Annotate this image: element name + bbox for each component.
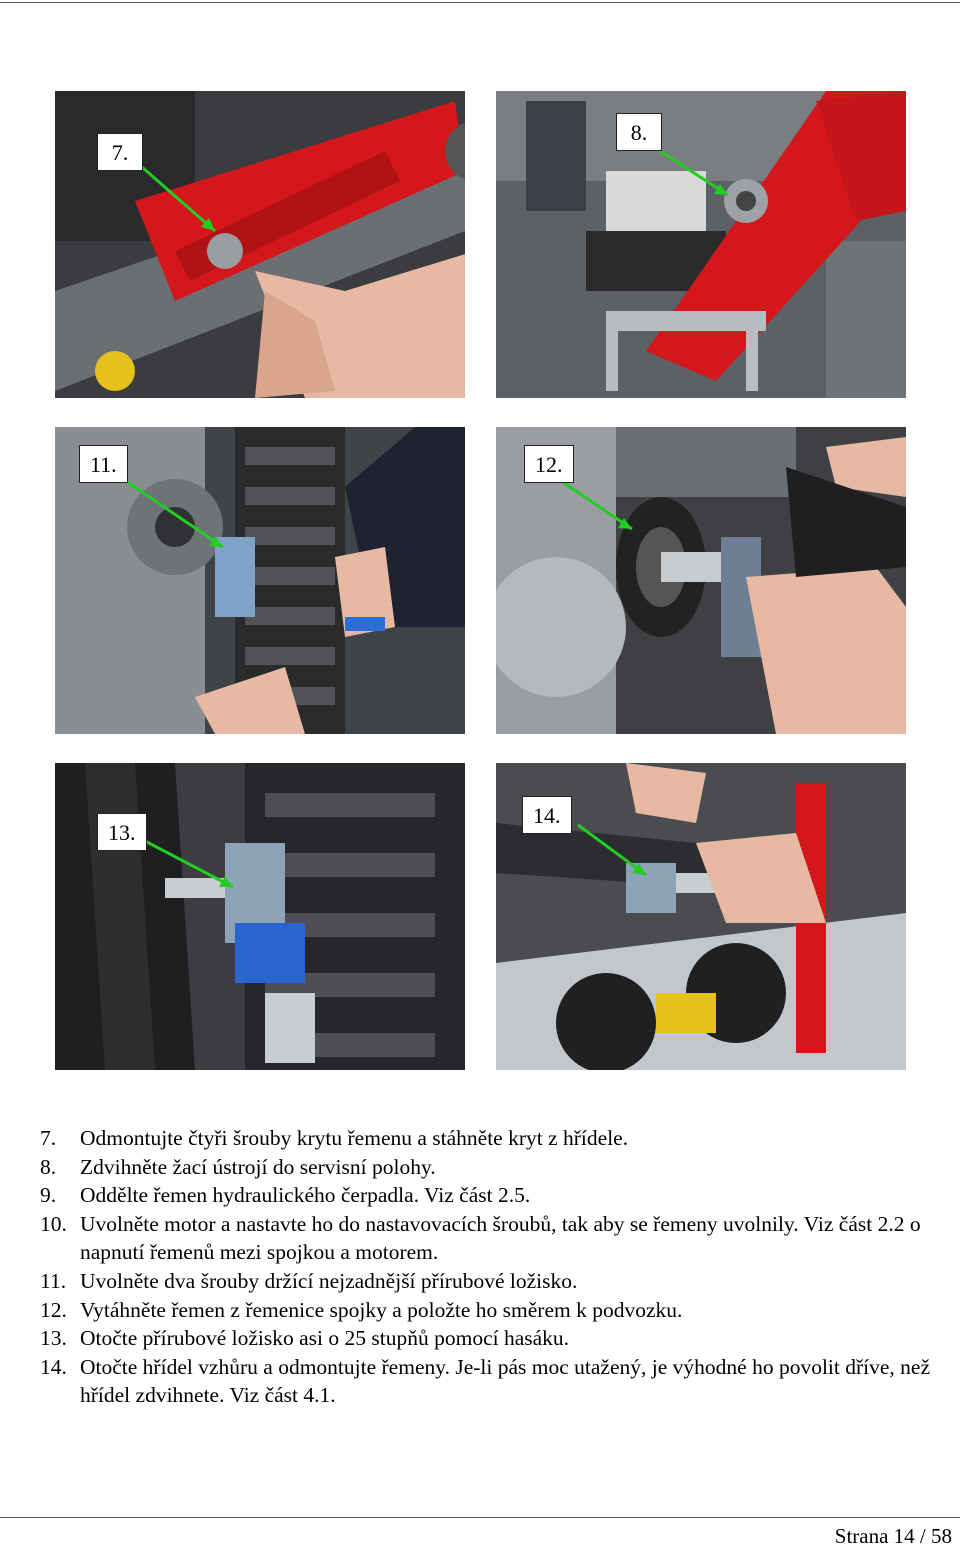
photo-step-8	[496, 91, 906, 398]
photo-step-7	[55, 91, 465, 398]
step-number: 8.	[40, 1154, 57, 1179]
step-item	[40, 1210, 955, 1267]
step-number: 7.	[40, 1126, 57, 1150]
step-item	[40, 1296, 955, 1325]
photo-label: 14.	[522, 796, 572, 834]
photo-step-8-illustration	[496, 91, 906, 398]
step-number: 9.	[40, 1183, 57, 1208]
photo-step-13-illustration	[55, 763, 465, 1070]
step-text: Otočte hřídel vzhůru a odmontujte řemeny. Je-li pás moc utažený, je výhodné ho povolit dříve, než hřídel zdvihnete. Viz část 4.1.	[80, 1354, 930, 1408]
instruction-steps	[40, 1124, 955, 1410]
page-number: Strana 14 / 58	[834, 1524, 952, 1548]
step-text: Oddělte řemen hydraulického čerpadla. Viz část 2.5.	[80, 1183, 531, 1208]
step-text: Otočte přírubové ložisko asi o 25 stupňů pomocí hasáku.	[80, 1326, 570, 1351]
step-item	[40, 1267, 955, 1296]
step-text: Vytáhněte řemen z řemenice spojky a položte ho směrem k podvozku.	[80, 1297, 683, 1322]
photo-step-11	[55, 427, 465, 734]
step-item	[40, 1324, 955, 1353]
photo-label: 11.	[79, 445, 128, 483]
photo-label: 8.	[616, 113, 662, 151]
step-number: 11.	[40, 1268, 67, 1293]
step-text: Zdvihněte žací ústrojí do servisní polohy.	[80, 1154, 436, 1179]
step-item	[40, 1353, 955, 1410]
step-number: 13.	[40, 1326, 67, 1351]
step-number: 12.	[40, 1297, 67, 1322]
step-text: Uvolněte dva šrouby držící nejzadnější přírubové ložisko.	[80, 1268, 578, 1293]
step-number: 14.	[40, 1354, 67, 1379]
photo-step-14	[496, 763, 906, 1070]
step-number: 10.	[40, 1211, 67, 1236]
step-item	[40, 1153, 955, 1182]
footer-rule	[0, 1517, 960, 1518]
photo-label: 7.	[97, 133, 143, 171]
photo-step-13	[55, 763, 465, 1070]
step-item	[40, 1124, 955, 1153]
photo-label: 13.	[97, 813, 147, 851]
step-text: Odmontujte čtyři šrouby krytu řemenu a stáhněte kryt z hřídele.	[80, 1126, 629, 1150]
top-rule	[0, 2, 960, 3]
photo-label: 12.	[524, 445, 574, 483]
step-text: Uvolněte motor a nastavte ho do nastavovacích šroubů, tak aby se řemeny uvolnily. Viz část 2.2 o napnutí řemenů mezi spojkou a motorem.	[80, 1211, 921, 1265]
step-item	[40, 1181, 955, 1210]
photo-step-12	[496, 427, 906, 734]
